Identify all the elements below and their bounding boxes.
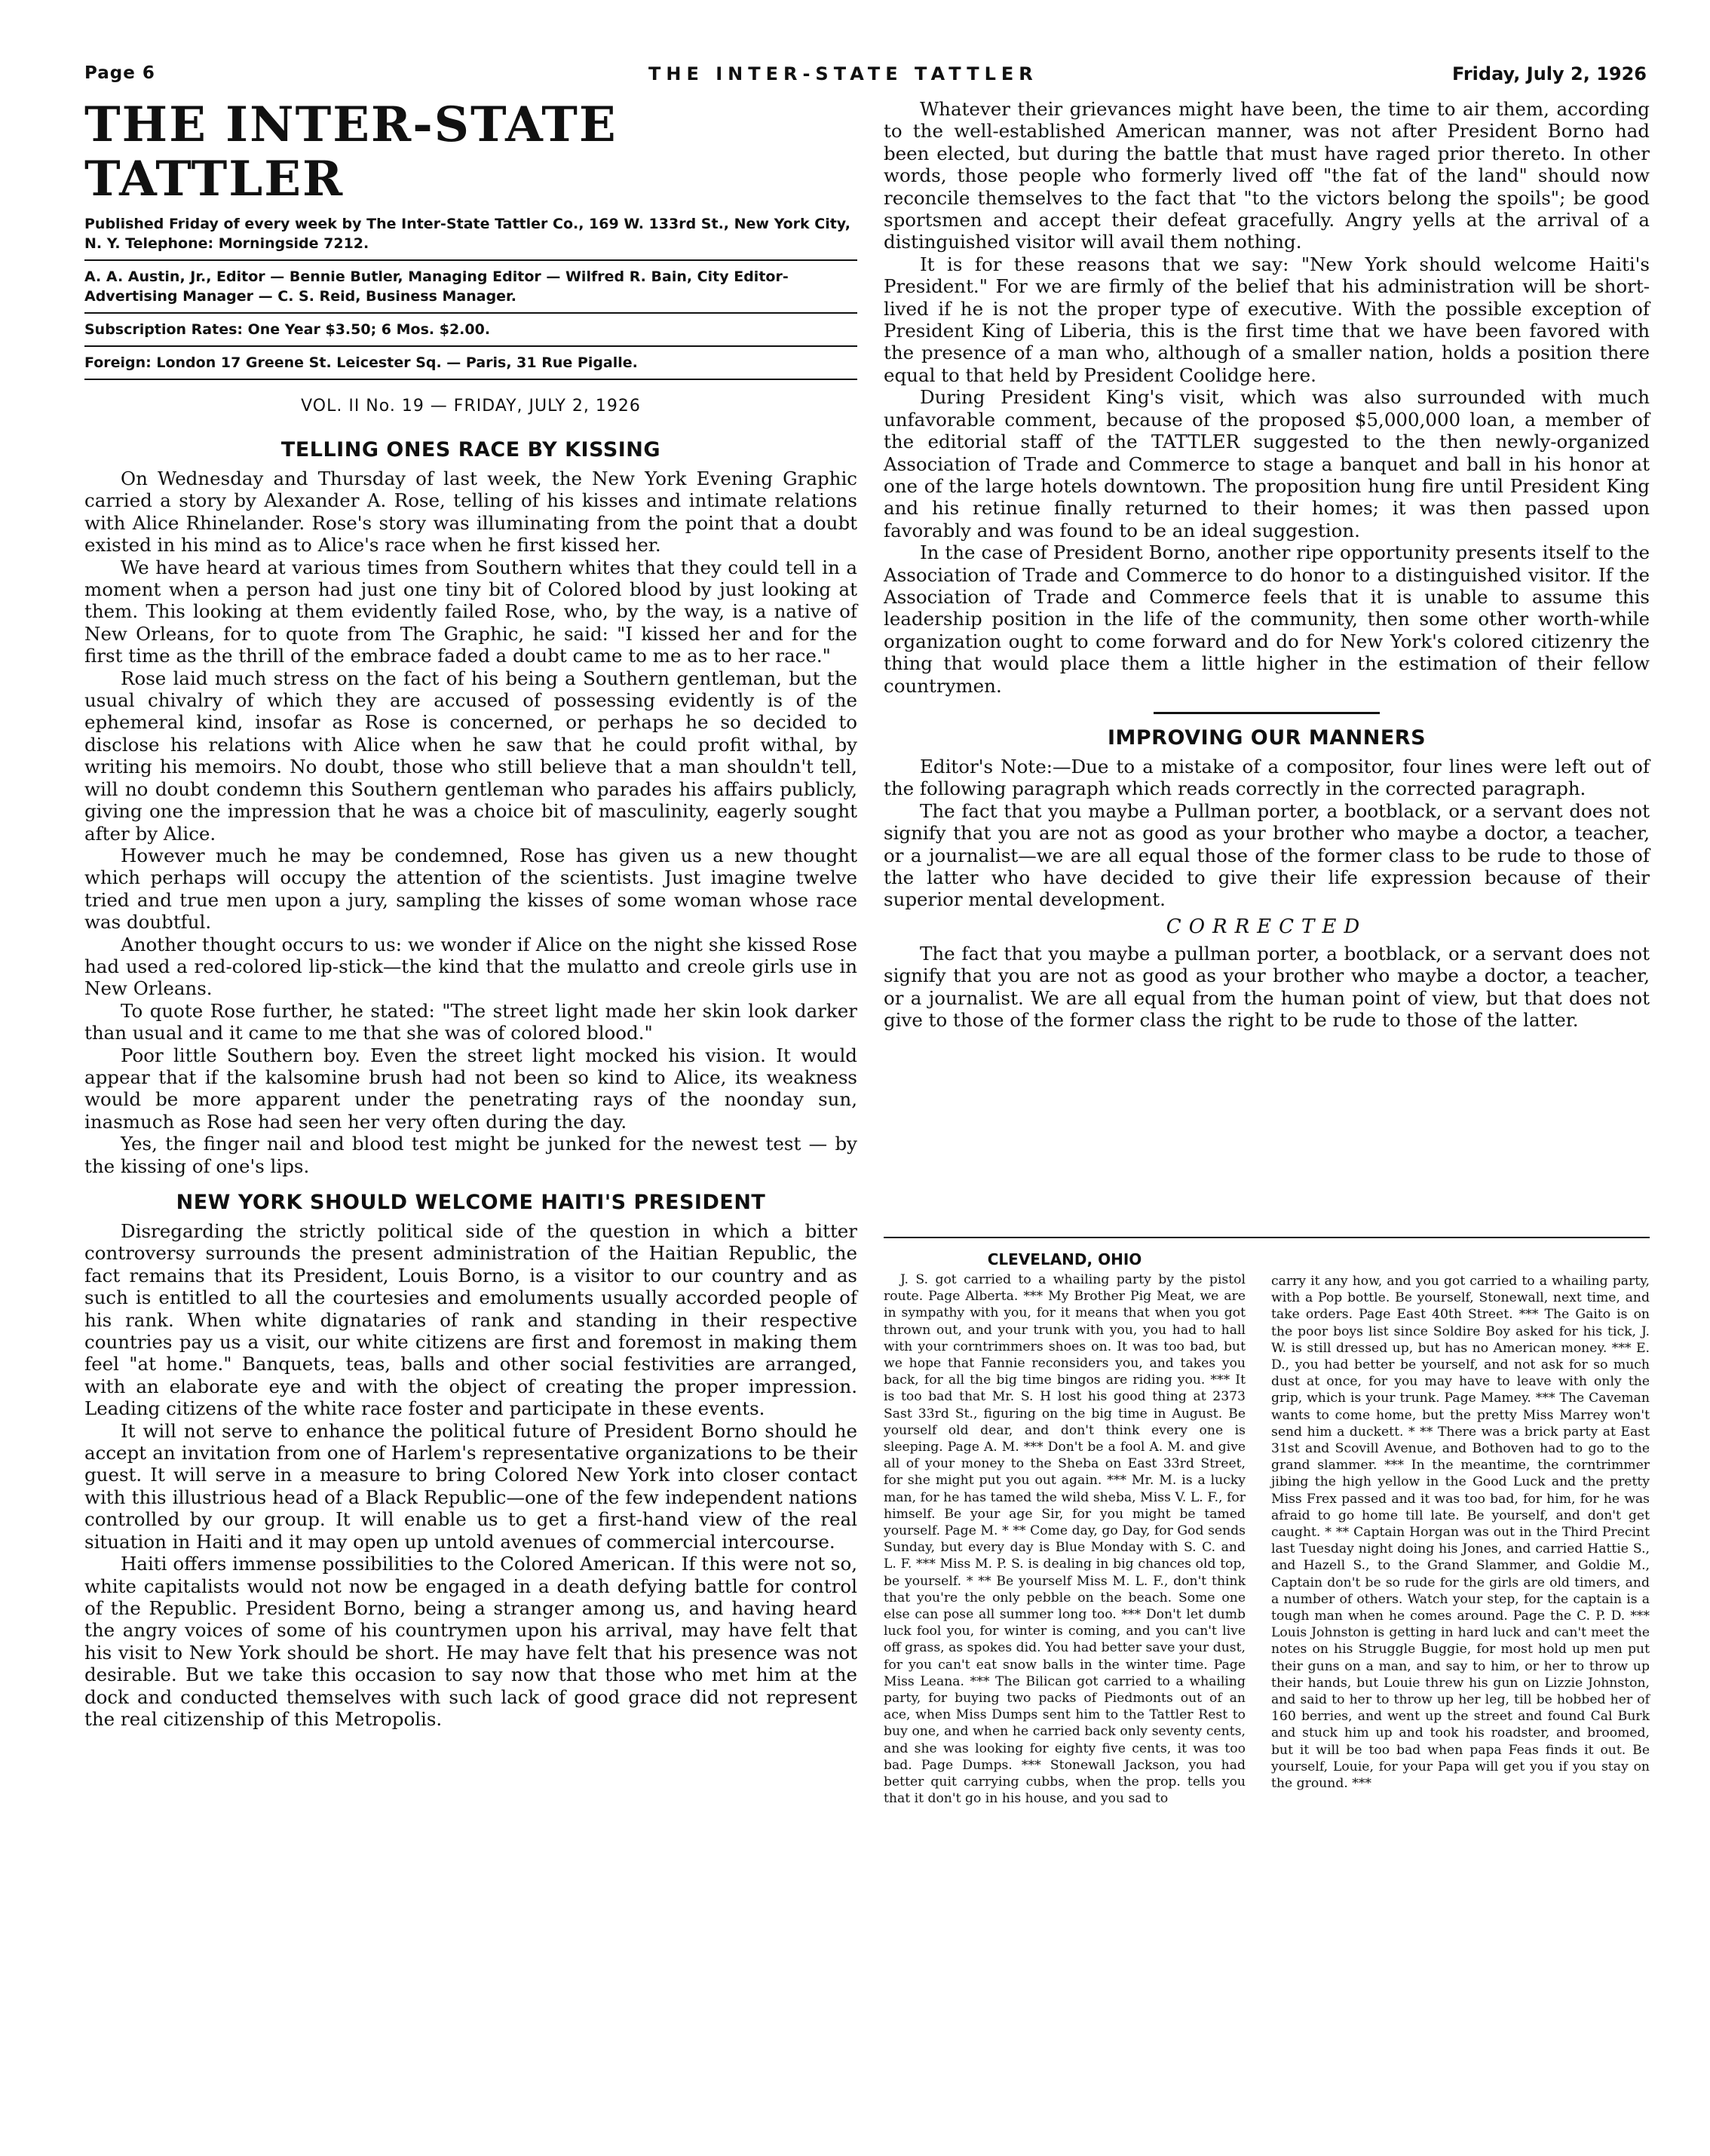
right-column	[884, 98, 1650, 1244]
running-head-title: THE INTER-STATE TATTLER	[648, 63, 1038, 84]
article-paragraph: Poor little Southern boy. Even the street light mocked his vision. It would appear that if the kalsomine brush had not been so kind to Alice, its weakness would be more apparent under the penetrating rays of the noonday sun, inasmuch as Rose had seen her very often during the day.	[84, 1044, 857, 1133]
section-divider	[1154, 712, 1380, 714]
article-paragraph: We have heard at various times from Southern whites that they could tell in a moment when a person had just one tiny bit of Colored blood by just looking at them. This looking at them evidently failed Rose, who, by the way, is a native of New Orleans, for to quote from The Graphic, he said: "I kissed her and for the first time as the thrill of the embrace faded a doubt came to me as to her race."	[84, 556, 857, 667]
divider	[84, 345, 857, 347]
article-paragraph: Haiti offers immense possibilities to the Colored American. If this were not so, white capitalists would not now be engaged in a death defying battle for control of the Republic. President Borno, being a stranger among us, and having heard the angry voices of some of his countrymen upon his arrival, may have felt that his visit to New York should be short. He may have felt that his presence was not desirable. But we take this occasion to say now that those who met him at the dock and conducted themselves with such lack of good grace did not represent the real citizenship of this Metropolis.	[84, 1553, 857, 1730]
divider	[84, 312, 857, 314]
article-paragraph: Rose laid much stress on the fact of his being a Southern gentleman, but the usual chivalry of which they are accused of possessing evidently is of the ephemeral kind, insofar as Rose is concerned, or perhaps he so decided to disclose his relations with Alice when he saw that he could profit withal, by writing his memoirs. No doubt, those who still believe that a man shouldn't tell, will no doubt condemn this Southern gentleman who parades his affairs publicly, giving one the impression that he was a choice bit of masculinity, eagerly sought after by Alice.	[84, 667, 857, 845]
article-paragraph: It will not serve to enhance the political future of President Borno should he accept an invitation from one of Harlem's representative organizations to be their guest. It will serve in a measure to bring Colored New York into closer contact with this illustrious head of a Black Republic—one of the few independent nations controlled by our group. It will enable us to get a first-hand view of the real situation in Haiti and it may open up untold avenues of commercial intercourse.	[84, 1419, 857, 1553]
masthead-title: THE INTER-STATE TATTLER	[84, 97, 618, 207]
gossip-text: carry it any how, and you got carried to a whailing party, with a Pop bottle. Be yourself, Stonewall, next time, and take orders. Page East 40th Street. *** The Gaito is on the poor boys list since Soldire Boy asked for his tick, J. W. is still dressed up, but has no American money. *** E. D., you had better be yourself, and not ask for so much dust at once, for you may have to leave with only the grip, which is your trunk. Page Mamey. *** The Caveman wants to come home, but the pretty Miss Marrey won't send him a duckett. * ** There was a brick party at East 31st and Scovill Avenue, and Bothoven had to go to the grand slammer. *** In the meantime, the corntrimmer jibing the high yellow in the Good Luck and the pretty Miss Frex passed and it was too bad, for him, for he was afraid to go home till late. Be yourself, and don't get caught. * ** Captain Horgan was out in the Third Precint last Tuesday night doing his Jones, and carried Hattie S., and Hazell S., to the Grand Slammer, and Goldie M., Captain don't be so rude for the girls are old timers, and a number of others. Watch your step, for the captain is a tough man when he comes around. Page the C. P. D. *** Louis Johnston is getting in hard luck and can't meet the notes on his Struggle Buggie, for most hold up men put their guns on a man, and say to him, or her to throw up their hands, but Louie threw his gun on Lizzie Johnston, and said to her to throw up her leg, till be hobbed her of 160 berries, and went up the street and found Cal Burk and stuck him up and took his roadster, and broomed, but it will be too bad when papa Feas finds it out. Be yourself, Louie, for your Papa will get you if you stay on the ground. ***	[1271, 1274, 1650, 1792]
staff-list: A. A. Austin, Jr., Editor — Bennie Butler, Managing Editor — Wilfred R. Bain, City Editor-Advertising Manager — C. S. Reid, Business Manager.	[84, 268, 789, 305]
article-paragraph: However much he may be condemned, Rose has given us a new thought which perhaps will occupy the attention of the scientists. Just imagine twelve tried and true men upon a jury, sampling the kisses of some woman whose race was doubtful.	[84, 844, 857, 934]
headline-haiti: NEW YORK SHOULD WELCOME HAITI'S PRESIDENT	[176, 1191, 766, 1214]
article-paragraph: Yes, the finger nail and blood test might be junked for the newest test — by the kissing of one's lips.	[84, 1133, 857, 1177]
article-paragraph: In the case of President Borno, another ripe opportunity presents itself to the Association of Trade and Commerce to do honor to a distinguished visitor. If the Association of Trade and Commerce feels that it is unable to assume this leadership position in the life of the community, then some other worth-while organization ought to come forward and do for New York's colored citizenry the thing that would place them a little higher in the estimation of their fellow countrymen.	[884, 541, 1650, 697]
headline-cleveland: CLEVELAND, OHIO	[987, 1250, 1142, 1268]
divider	[884, 1237, 1650, 1238]
gossip-text: J. S. got carried to a whailing party by the pistol route. Page Alberta. *** My Brother Pig Meat, we are in sympathy with you, for it means that when you got thrown out, and your trunk with you, you had to hall with your corntrimmers shoes on. It was too bad, but we hope that Fannie reconsiders you, and takes you back, for all the big time bingos are riding you. *** It is too bad that Mr. S. H lost his good thing at 2373 Sast 33rd St., figuring on the big time in August. Be yourself old dear, and don't think every one is sleeping. Page A. M. *** Don't be a fool A. M. and give all of your money to the Sheba on East 33rd Street, for she might put you out again. *** Mr. M. is a lucky man, for he has tamed the wild sheba, Miss V. L. F., for himself. Be your age Sir, for you might be tamed yourself. Page M. * ** Come day, go Day, for God sends Sunday, but every day is Blue Monday with S. C. and L. F. *** Miss M. P. S. is dealing in big chances old top, be yourself. * ** Be yourself Miss M. L. F., don't think that you're the only pebble on the beach. Some one else can pose all summer long too. *** Don't let dumb luck fool you, for winter is coming, and you can't live off grass, as spokes did. You had better save your dust, for you can't eat snow balls in the winter time. Page Miss Leana. *** The Bilican got carried to a whailing party, for buying two packs of Piedmonts out of an ace, when Miss Dumps sent him to the Tattler Rest to buy one, and when he carried back only seventy cents, and she was looking for eighty five cents, it was too bad. Page Dumps. *** Stonewall Jackson, you had better quit carrying cubbs, when the prop. tells you that it don't go in his house, and you sad to	[884, 1272, 1246, 1807]
corrected-paragraph: The fact that you maybe a pullman porter, a bootblack, or a servant does not signify that you are not as good as your brother who maybe a doctor, a teacher, or a journalist. We are all equal from the human point of view, but that does not give to those of the former class the right to be rude to those of the latter.	[884, 942, 1650, 1032]
article-paragraph: The fact that you maybe a Pullman porter, a bootblack, or a servant does not signify that you are not as good as your brother who maybe a doctor, a teacher, or a journalist—we are all equal those of the former class to be rude to those of the latter who have decided to give their life expression because of their superior mental development.	[884, 799, 1650, 911]
article-paragraph: Another thought occurs to us: we wonder if Alice on the night she kissed Rose had used a red-colored lip-stick—the kind that the mulatto and creole girls use in New Orleans.	[84, 933, 857, 1000]
running-head	[0, 63, 1710, 94]
cleveland-column-right	[1271, 1246, 1650, 2113]
subscription-rates: Subscription Rates: One Year $3.50; 6 Mos. $2.00.	[84, 321, 491, 338]
divider	[84, 379, 857, 380]
headline-manners: IMPROVING OUR MANNERS	[1107, 725, 1427, 750]
left-column	[84, 98, 857, 2104]
article-paragraph: To quote Rose further, he stated: "The street light made her skin look darker than usual and it came to me that she was of colored blood."	[84, 999, 857, 1044]
article-paragraph: During President King's visit, which was also surrounded with much unfavorable comment, because of the proposed $5,000,000 loan, a member of the editorial staff of the TATTLER suggested to the then newly-organized Association of Trade and Commerce to stage a banquet and ball in his honor at one of the large hotels downtown. The proposition hung fire until President King and his retinue finally returned to their homes; it was then passed upon favorably and was found to be an ideal suggestion.	[884, 386, 1650, 541]
article-paragraph: It is for these reasons that we say: "New York should welcome Haiti's President." For we are firmly of the belief that his administration will be short-lived if he is not the proper type of executive. With the possible exception of President King of Liberia, this is the first time that we have been favored with the presence of a man who, although of a smaller nation, holds a position there equal to that held by President Coolidge here.	[884, 253, 1650, 386]
page-number: Page 6	[84, 63, 155, 83]
article-paragraph: Disregarding the strictly political side of the question in which a bitter controversy surrounds the present administration of the Haitian Republic, the fact remains that its President, Louis Borno, is a visitor to our country and as such is entitled to all the courtesies and emoluments usually accorded people of his rank. When white dignataries of rank and standing in their respective countries pay us a visit, our white citizens are first and foremost in making them feel "at home." Banquets, teas, balls and other social festivities are arranged, with an elaborate eye and with the object of creating the proper impression. Leading citizens of the white race foster and participate in these events.	[84, 1220, 857, 1420]
corrected-label: CORRECTED	[1166, 915, 1368, 938]
cleveland-column-left	[884, 1246, 1246, 2113]
foreign-offices: Foreign: London 17 Greene St. Leicester Sq. — Paris, 31 Rue Pigalle.	[84, 354, 638, 371]
article-paragraph: Whatever their grievances might have been, the time to air them, according to the well-established American manner, was not after President Borno had been elected, but during the battle that must have raged prior thereto. In other words, those people who formerly lived off "the fat of the land" should now reconcile themselves to the fact that "to the victors belong the spoils"; be good sportsmen and accept their defeat gracefully. Angry yells at the arrival of a distinguished visitor will avail them nothing.	[884, 98, 1650, 253]
running-head-date: Friday, July 2, 1926	[1451, 63, 1647, 84]
editors-note: Editor's Note:—Due to a mistake of a compositor, four lines were left out of the following paragraph which reads correctly in the corrected paragraph.	[884, 755, 1650, 800]
publication-info: Published Friday of every week by The Inter-State Tattler Co., 169 W. 133rd St., New York City, N. Y. Telephone: Morningside 7212.	[84, 216, 850, 252]
divider	[84, 259, 857, 261]
volume-line: VOL. II No. 19 — FRIDAY, JULY 2, 1926	[301, 397, 641, 416]
headline-kissing: TELLING ONES RACE BY KISSING	[280, 438, 661, 462]
article-paragraph: On Wednesday and Thursday of last week, the New York Evening Graphic carried a story by Alexander A. Rose, telling of his kisses and intimate relations with Alice Rhinelander. Rose's story was illuminating from the point that a doubt existed in his mind as to Alice's race when he first kissed her.	[84, 468, 857, 557]
